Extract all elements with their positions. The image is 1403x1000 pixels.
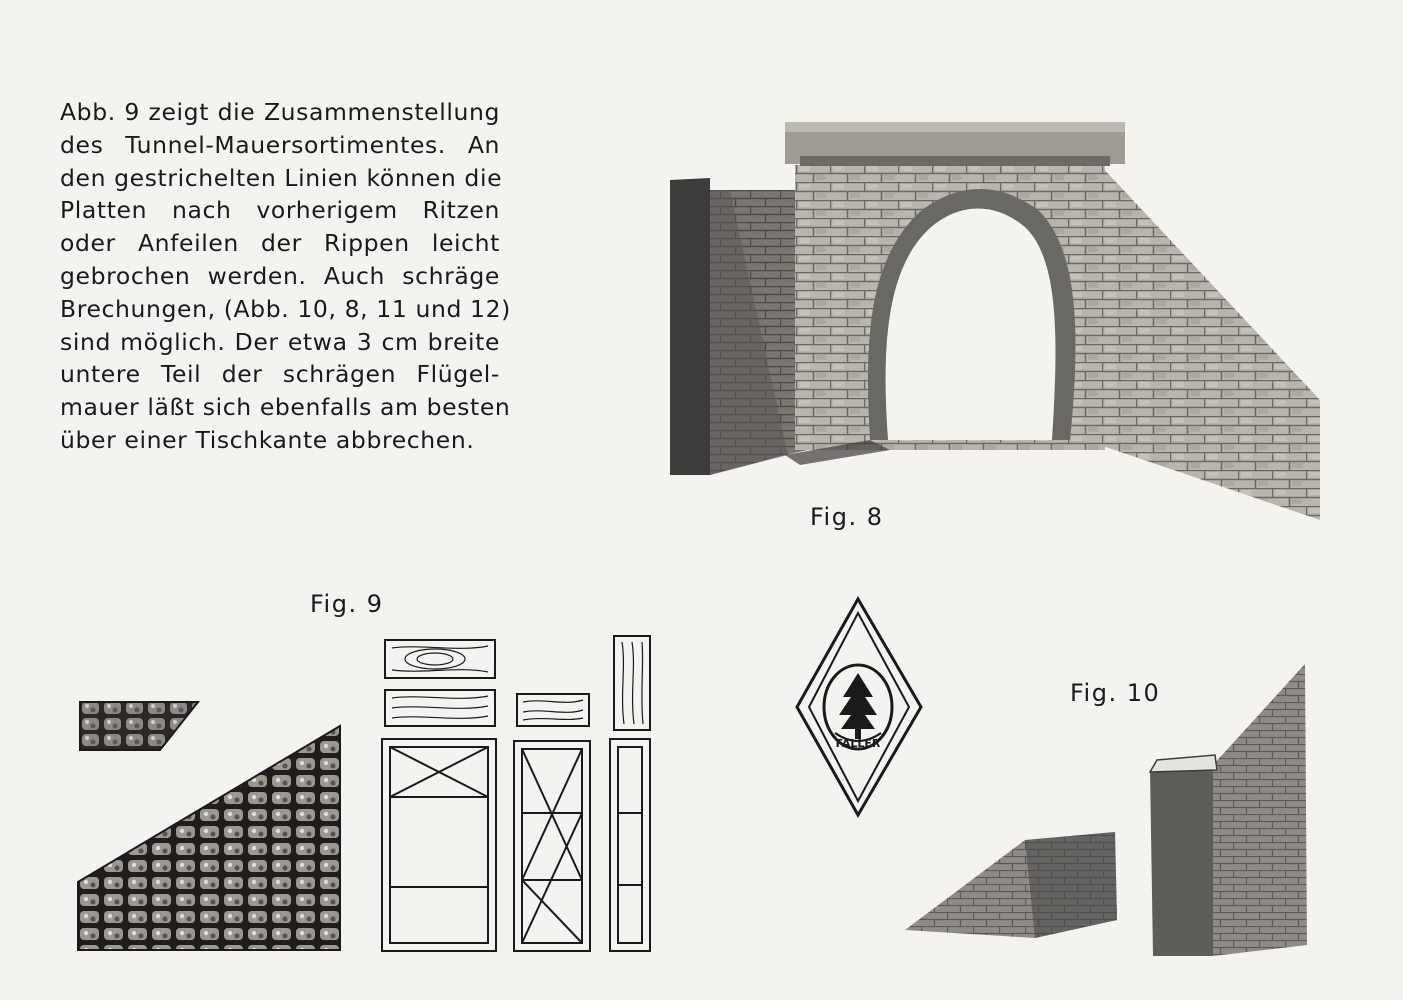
figure-10-caption: Fig. 10 bbox=[1070, 679, 1161, 707]
paragraph-line: untere Teil der schrägen Flügel- bbox=[60, 360, 500, 389]
logo-text: FALLER bbox=[835, 737, 881, 750]
paragraph-line: den gestrichelten Linien können die bbox=[60, 163, 503, 192]
paragraph-line: oder Anfeilen der Rippen leicht bbox=[60, 229, 500, 258]
paragraph-line: Platten nach vorherigem Ritzen bbox=[60, 196, 500, 225]
paragraph-line: mauer läßt sich ebenfalls am besten bbox=[60, 393, 511, 422]
paragraph-line: Abb. 9 zeigt die Zusammenstellung bbox=[60, 98, 500, 126]
figure-8-caption: Fig. 8 bbox=[810, 503, 884, 531]
wall-pieces-figure bbox=[895, 660, 1325, 960]
paragraph-line: des Tunnel-Mauersortimentes. An bbox=[60, 130, 500, 159]
triangular-wall-plate bbox=[78, 722, 343, 952]
paragraph-line: über einer Tischkante abbrechen. bbox=[60, 425, 475, 454]
girder-frames bbox=[378, 735, 658, 955]
tunnel-portal-figure bbox=[660, 110, 1325, 530]
description-paragraph bbox=[60, 96, 511, 457]
wood-plates bbox=[380, 632, 660, 732]
paragraph-line: gebrochen werden. Auch schräge bbox=[60, 261, 500, 290]
figure-9-caption: Fig. 9 bbox=[310, 590, 384, 618]
paragraph-line: sind möglich. Der etwa 3 cm breite bbox=[60, 327, 500, 356]
paragraph-line: Brechungen, (Abb. 10, 8, 11 und 12) bbox=[60, 294, 511, 323]
